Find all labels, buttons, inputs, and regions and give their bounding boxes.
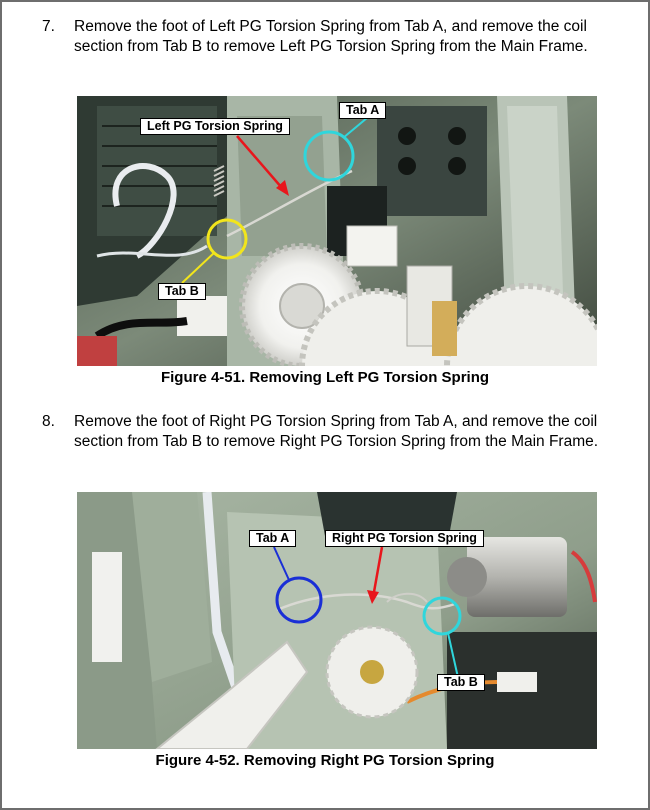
callout-left-pg-torsion-spring: Left PG Torsion Spring bbox=[140, 118, 290, 135]
photo-left-spring-illustration bbox=[77, 96, 597, 366]
figure-4-51-photo bbox=[77, 96, 597, 366]
figure-4-52-photo bbox=[77, 492, 597, 749]
callout-tab-b: Tab B bbox=[158, 283, 206, 300]
figure-4-52-caption: Figure 4-52. Removing Right PG Torsion Spring bbox=[155, 752, 495, 769]
callout-tab-a: Tab A bbox=[339, 102, 386, 119]
figure-4-51-caption: Figure 4-51. Removing Left PG Torsion Spring bbox=[160, 369, 490, 386]
step-text: Remove the foot of Left PG Torsion Spring from Tab A, and remove the coil section from Tab B to remove Left PG Torsion Spring from the Main Frame. bbox=[74, 18, 588, 55]
callout-tab-b: Tab B bbox=[437, 674, 485, 691]
callout-tab-a: Tab A bbox=[249, 530, 296, 547]
step-number: 8. bbox=[42, 413, 55, 430]
step-number: 7. bbox=[42, 18, 55, 35]
callout-right-pg-torsion-spring: Right PG Torsion Spring bbox=[325, 530, 484, 547]
step-text: Remove the foot of Right PG Torsion Spring from Tab A, and remove the coil section from Tab B to remove Right PG Torsion Spring from the Main Frame. bbox=[74, 413, 599, 450]
